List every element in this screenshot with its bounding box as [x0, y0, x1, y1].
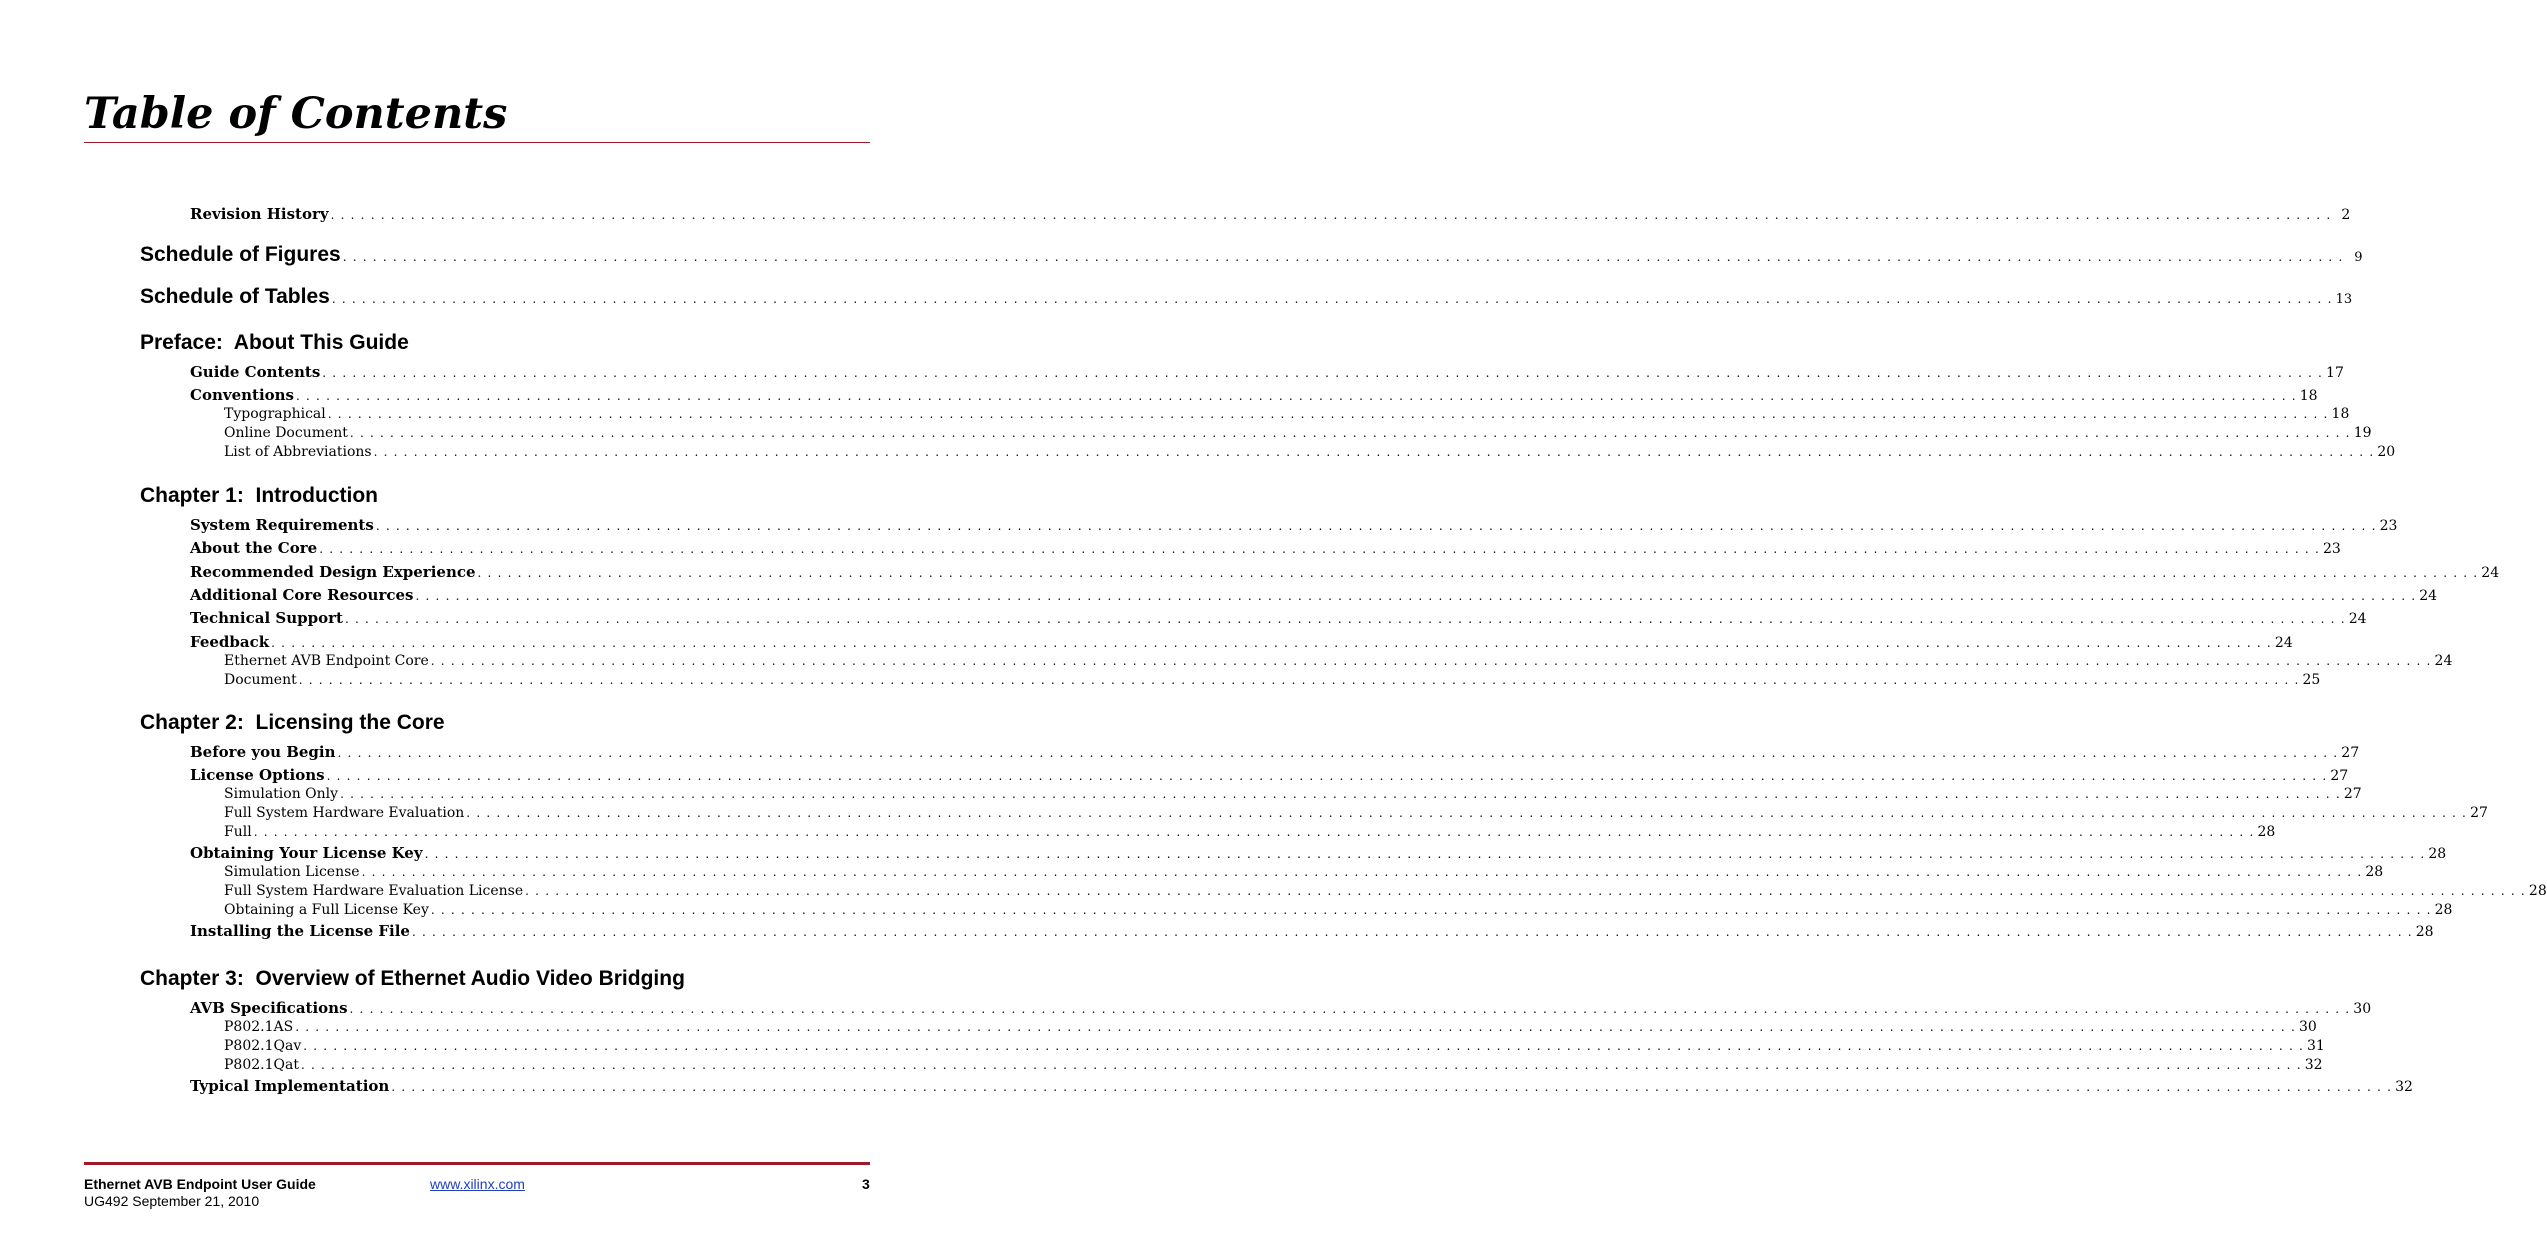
toc-leader-dots: . . . . . . . . . . . . . . . . . . . . . . . . . . . . . . . . . . . . . . . . . . . . . . . . . . . . . . . . . . . . . . . . . . . . . . . . . . . . . . . . . . . . . . . . . . . . . . . . . . . . . . . . . . . . . . . . . . . . . . . . . . . . . . . . . . . . . . . . . . . . . . . . . . . . . . . . . . . . . . . . . . . . . . . . . . . . . . . . . . . . . . . . . . . . . . . . . . . . . . . . [342, 250, 2344, 264]
toc-entry-page: 24 [2419, 587, 2438, 604]
toc-leader-dots: . . . . . . . . . . . . . . . . . . . . . . . . . . . . . . . . . . . . . . . . . . . . . . . . . . . . . . . . . . . . . . . . . . . . . . . . . . . . . . . . . . . . . . . . . . . . . . . . . . . . . . . . . . . . . . . . . . . . . . . . . . . . . . . . . . . . . . . . . . . . . . . . . . . . . . . . . . . . . . . . . . . . . . . . . . . . . . . . . . . . . . . . . . . . . . . . . . . . . . . . [344, 612, 2346, 627]
toc-leader-dots: . . . . . . . . . . . . . . . . . . . . . . . . . . . . . . . . . . . . . . . . . . . . . . . . . . . . . . . . . . . . . . . . . . . . . . . . . . . . . . . . . . . . . . . . . . . . . . . . . . . . . . . . . . . . . . . . . . . . . . . . . . . . . . . . . . . . . . . . . . . . . . . . . . . . . . . . . . . . . . . . . . . . . . . . . . . . . . . . . . . . . . . . . . . . . . . . . . . . . . . . [271, 635, 2272, 650]
toc-entry[interactable] [190, 516, 2398, 534]
toc-entry-label: System Requirements [190, 516, 374, 534]
footer-link-wrapper [430, 1176, 525, 1192]
toc-entry[interactable] [224, 1057, 2323, 1073]
toc-entry[interactable] [190, 609, 2367, 628]
toc-entry[interactable] [190, 386, 2318, 405]
toc-entry-label: Ethernet AVB Endpoint Core [224, 652, 429, 669]
title-rule [84, 142, 870, 143]
toc-entry-label: Document [224, 671, 297, 688]
toc-leader-dots: . . . . . . . . . . . . . . . . . . . . . . . . . . . . . . . . . . . . . . . . . . . . . . . . . . . . . . . . . . . . . . . . . . . . . . . . . . . . . . . . . . . . . . . . . . . . . . . . . . . . . . . . . . . . . . . . . . . . . . . . . . . . . . . . . . . . . . . . . . . . . . . . . . . . . . . . . . . . . . . . . . . . . . . . . . . . . . . . . . . . . . . . . . . . . . . . . . . . . . . . [253, 825, 2255, 840]
toc-entry[interactable] [190, 562, 2500, 581]
toc-leader-dots: . . . . . . . . . . . . . . . . . . . . . . . . . . . . . . . . . . . . . . . . . . . . . . . . . . . . . . . . . . . . . . . . . . . . . . . . . . . . . . . . . . . . . . . . . . . . . . . . . . . . . . . . . . . . . . . . . . . . . . . . . . . . . . . . . . . . . . . . . . . . . . . . . . . . . . . . . . . . . . . . . . . . . . . . . . . . . . . . . . . . . . . . . . . . . . . . . . . . . . . . [375, 519, 2377, 533]
toc-leader-dots: . . . . . . . . . . . . . . . . . . . . . . . . . . . . . . . . . . . . . . . . . . . . . . . . . . . . . . . . . . . . . . . . . . . . . . . . . . . . . . . . . . . . . . . . . . . . . . . . . . . . . . . . . . . . . . . . . . . . . . . . . . . . . . . . . . . . . . . . . . . . . . . . . . . . . . . . . . . . . . . . . . . . . . . . . . . . . . . . . . . . . . . . . . . . . . . . . . . . . . . . [424, 847, 2426, 862]
toc-entry-label: License Options [190, 766, 325, 785]
toc-entry-page: 27 [2341, 745, 2360, 761]
toc-entry-label: Full System Hardware Evaluation [224, 805, 465, 822]
toc-entry[interactable] [224, 883, 2547, 900]
toc-entry-page: 18 [2331, 406, 2350, 423]
toc-entry[interactable] [224, 1019, 2317, 1035]
toc-entry-page: 9 [2354, 250, 2363, 265]
toc-leader-dots: . . . . . . . . . . . . . . . . . . . . . . . . . . . . . . . . . . . . . . . . . . . . . . . . . . . . . . . . . . . . . . . . . . . . . . . . . . . . . . . . . . . . . . . . . . . . . . . . . . . . . . . . . . . . . . . . . . . . . . . . . . . . . . . . . . . . . . . . . . . . . . . . . . . . . . . . . . . . . . . . . . . . . . . . . . . . . . . . . . . . . . . . . . . . . . . . . . . . . . . . [411, 925, 2413, 940]
toc-entry[interactable] [190, 632, 2293, 651]
toc-leader-dots: . . . . . . . . . . . . . . . . . . . . . . . . . . . . . . . . . . . . . . . . . . . . . . . . . . . . . . . . . . . . . . . . . . . . . . . . . . . . . . . . . . . . . . . . . . . . . . . . . . . . . . . . . . . . . . . . . . . . . . . . . . . . . . . . . . . . . . . . . . . . . . . . . . . . . . . . . . . . . . . . . . . . . . . . . . . . . . . . . . . . . . . . . . . . . . . . . . . . . . . . [337, 746, 2339, 760]
toc-entry[interactable] [190, 363, 2344, 381]
toc-entry-page: 28 [2257, 824, 2276, 841]
toc-entry-page: 20 [2377, 444, 2396, 461]
toc-entry-label: Simulation License [224, 864, 360, 881]
toc-entry-page: 27 [2470, 805, 2488, 822]
toc-entry[interactable] [224, 1038, 2325, 1054]
toc-entry-page: 30 [2353, 1001, 2372, 1017]
toc-entry-label: Schedule of Tables [140, 285, 330, 308]
chapter-heading[interactable]: Chapter 1: Introduction [140, 484, 378, 507]
toc-leader-dots: . . . . . . . . . . . . . . . . . . . . . . . . . . . . . . . . . . . . . . . . . . . . . . . . . . . . . . . . . . . . . . . . . . . . . . . . . . . . . . . . . . . . . . . . . . . . . . . . . . . . . . . . . . . . . . . . . . . . . . . . . . . . . . . . . . . . . . . . . . . . . . . . . . . . . . . . . . . . . . . . . . . . . . . . . . . . . . . . . . . . . . . . . . . . . . . . . . . . . . . . [349, 1002, 2351, 1016]
toc-entry-label: Recommended Design Experience [190, 562, 476, 581]
toc-entry[interactable] [140, 243, 2363, 267]
toc-entry-page: 32 [2304, 1057, 2323, 1073]
toc-entry[interactable] [140, 285, 2353, 309]
toc-entry-label: Full [224, 824, 252, 841]
toc-entry[interactable] [190, 539, 2341, 558]
toc-entry-label: Feedback [190, 632, 270, 651]
toc-entry-page: 32 [2395, 1079, 2413, 1095]
toc-leader-dots: . . . . . . . . . . . . . . . . . . . . . . . . . . . . . . . . . . . . . . . . . . . . . . . . . . . . . . . . . . . . . . . . . . . . . . . . . . . . . . . . . . . . . . . . . . . . . . . . . . . . . . . . . . . . . . . . . . . . . . . . . . . . . . . . . . . . . . . . . . . . . . . . . . . . . . . . . . . . . . . . . . . . . . . . . . . . . . . . . . . . . . . . . . . . . . . . . . . . . . . . [295, 1020, 2296, 1034]
toc-entry-label: Technical Support [190, 609, 343, 628]
toc-entry-label: List of Abbreviations [224, 444, 372, 461]
toc-entry[interactable] [190, 205, 2351, 223]
toc-entry-label: Schedule of Figures [140, 243, 341, 266]
toc-entry[interactable] [224, 671, 2321, 688]
toc-entry-page: 31 [2307, 1038, 2325, 1054]
toc-entry-page: 28 [2434, 902, 2453, 919]
chapter-heading[interactable]: Preface: About This Guide [140, 331, 409, 354]
footer-doc-title: Ethernet AVB Endpoint User Guide [84, 1176, 316, 1192]
toc-entry[interactable] [224, 425, 2372, 442]
toc-entry-page: 23 [2322, 541, 2341, 558]
toc-entry-page: 25 [2302, 671, 2321, 688]
toc-leader-dots: . . . . . . . . . . . . . . . . . . . . . . . . . . . . . . . . . . . . . . . . . . . . . . . . . . . . . . . . . . . . . . . . . . . . . . . . . . . . . . . . . . . . . . . . . . . . . . . . . . . . . . . . . . . . . . . . . . . . . . . . . . . . . . . . . . . . . . . . . . . . . . . . . . . . . . . . . . . . . . . . . . . . . . . . . . . . . . . . . . . . . . . . . . . . . . . . . . . . . . . . [340, 787, 2341, 802]
toc-entry-page: 30 [2298, 1019, 2317, 1035]
toc-entry-page: 28 [2365, 864, 2384, 881]
toc-entry-label: AVB Specifications [190, 999, 348, 1017]
toc-entry-page: 24 [2274, 634, 2293, 651]
toc-leader-dots: . . . . . . . . . . . . . . . . . . . . . . . . . . . . . . . . . . . . . . . . . . . . . . . . . . . . . . . . . . . . . . . . . . . . . . . . . . . . . . . . . . . . . . . . . . . . . . . . . . . . . . . . . . . . . . . . . . . . . . . . . . . . . . . . . . . . . . . . . . . . . . . . . . . . . . . . . . . . . . . . . . . . . . . . . . . . . . . . . . . . . . . . . . . . . . . . . . . . . . . . [430, 653, 2432, 668]
toc-leader-dots: . . . . . . . . . . . . . . . . . . . . . . . . . . . . . . . . . . . . . . . . . . . . . . . . . . . . . . . . . . . . . . . . . . . . . . . . . . . . . . . . . . . . . . . . . . . . . . . . . . . . . . . . . . . . . . . . . . . . . . . . . . . . . . . . . . . . . . . . . . . . . . . . . . . . . . . . . . . . . . . . . . . . . . . . . . . . . . . . . . . . . . . . . . . . . . . . . . . . . . . . [319, 542, 2320, 557]
toc-entry-page: 28 [2528, 883, 2547, 900]
toc-entry-page: 24 [2348, 611, 2367, 628]
toc-entry[interactable] [190, 743, 2360, 761]
toc-entry-label: P802.1AS [224, 1019, 294, 1035]
toc-leader-dots: . . . . . . . . . . . . . . . . . . . . . . . . . . . . . . . . . . . . . . . . . . . . . . . . . . . . . . . . . . . . . . . . . . . . . . . . . . . . . . . . . . . . . . . . . . . . . . . . . . . . . . . . . . . . . . . . . . . . . . . . . . . . . . . . . . . . . . . . . . . . . . . . . . . . . . . . . . . . . . . . . . . . . . . . . . . . . . . . . . . . . . . . . . . . . . . . . . . . . . . . [477, 565, 2479, 580]
footer-rule [84, 1162, 870, 1165]
toc-leader-dots: . . . . . . . . . . . . . . . . . . . . . . . . . . . . . . . . . . . . . . . . . . . . . . . . . . . . . . . . . . . . . . . . . . . . . . . . . . . . . . . . . . . . . . . . . . . . . . . . . . . . . . . . . . . . . . . . . . . . . . . . . . . . . . . . . . . . . . . . . . . . . . . . . . . . . . . . . . . . . . . . . . . . . . . . . . . . . . . . . . . . . . . . . . . . . . . . . . . . . . . . [415, 588, 2417, 603]
toc-entry-label: Before you Begin [190, 743, 336, 761]
toc-entry-label: P802.1Qat [224, 1057, 299, 1073]
toc-entry-page: 24 [2434, 652, 2453, 669]
toc-leader-dots: . . . . . . . . . . . . . . . . . . . . . . . . . . . . . . . . . . . . . . . . . . . . . . . . . . . . . . . . . . . . . . . . . . . . . . . . . . . . . . . . . . . . . . . . . . . . . . . . . . . . . . . . . . . . . . . . . . . . . . . . . . . . . . . . . . . . . . . . . . . . . . . . . . . . . . . . . . . . . . . . . . . . . . . . . . . . . . . . . . . . . . . . . . . . . . . . . . . . . . . . [300, 1058, 2302, 1072]
toc-entry-label: Full System Hardware Evaluation License [224, 883, 524, 900]
toc-entry[interactable] [224, 824, 2276, 841]
page-title: Table of Contents [84, 89, 508, 139]
toc-entry-page: 24 [2481, 564, 2500, 581]
toc-entry-page: 17 [2326, 365, 2344, 381]
toc-entry-page: 23 [2379, 518, 2398, 534]
toc-entry-page: 19 [2353, 425, 2372, 442]
toc-entry-page: 27 [2330, 768, 2349, 785]
toc-entry-label: Revision History [190, 205, 329, 223]
toc-entry-label: Typographical [224, 406, 326, 423]
chapter-heading[interactable]: Chapter 2: Licensing the Core [140, 711, 445, 734]
toc-leader-dots: . . . . . . . . . . . . . . . . . . . . . . . . . . . . . . . . . . . . . . . . . . . . . . . . . . . . . . . . . . . . . . . . . . . . . . . . . . . . . . . . . . . . . . . . . . . . . . . . . . . . . . . . . . . . . . . . . . . . . . . . . . . . . . . . . . . . . . . . . . . . . . . . . . . . . . . . . . . . . . . . . . . . . . . . . . . . . . . . . . . . . . . . . . . . . . . . . . . . . . . . [326, 769, 2328, 784]
toc-entry-page: 2 [2341, 207, 2351, 223]
toc-entry-label: Installing the License File [190, 922, 410, 941]
toc-entry-page: 18 [2299, 388, 2318, 405]
toc-leader-dots: . . . . . . . . . . . . . . . . . . . . . . . . . . . . . . . . . . . . . . . . . . . . . . . . . . . . . . . . . . . . . . . . . . . . . . . . . . . . . . . . . . . . . . . . . . . . . . . . . . . . . . . . . . . . . . . . . . . . . . . . . . . . . . . . . . . . . . . . . . . . . . . . . . . . . . . . . . . . . . . . . . . . . . . . . . . . . . . . . . . . . . . . . . . . . . . . . . . . . . . . [322, 366, 2324, 380]
toc-leader-dots: . . . . . . . . . . . . . . . . . . . . . . . . . . . . . . . . . . . . . . . . . . . . . . . . . . . . . . . . . . . . . . . . . . . . . . . . . . . . . . . . . . . . . . . . . . . . . . . . . . . . . . . . . . . . . . . . . . . . . . . . . . . . . . . . . . . . . . . . . . . . . . . . . . . . . . . . . . . . . . . . . . . . . . . . . . . . . . . . . . . . . . . . . . . . . . . . . . . . . . . . [327, 407, 2329, 422]
footer-website-link[interactable]: www.xilinx.com [430, 1176, 525, 1192]
toc-leader-dots: . . . . . . . . . . . . . . . . . . . . . . . . . . . . . . . . . . . . . . . . . . . . . . . . . . . . . . . . . . . . . . . . . . . . . . . . . . . . . . . . . . . . . . . . . . . . . . . . . . . . . . . . . . . . . . . . . . . . . . . . . . . . . . . . . . . . . . . . . . . . . . . . . . . . . . . . . . . . . . . . . . . . . . . . . . . . . . . . . . . . . . . . . . . . . . . . . . . . . . . . [330, 208, 2332, 222]
toc-entry[interactable] [190, 922, 2434, 941]
toc-entry[interactable] [190, 585, 2438, 604]
toc-leader-dots: . . . . . . . . . . . . . . . . . . . . . . . . . . . . . . . . . . . . . . . . . . . . . . . . . . . . . . . . . . . . . . . . . . . . . . . . . . . . . . . . . . . . . . . . . . . . . . . . . . . . . . . . . . . . . . . . . . . . . . . . . . . . . . . . . . . . . . . . . . . . . . . . . . . . . . . . . . . . . . . . . . . . . . . . . . . . . . . . . . . . . . . . . . . . . . . . . . . . . . . . [303, 1039, 2304, 1053]
toc-leader-dots: . . . . . . . . . . . . . . . . . . . . . . . . . . . . . . . . . . . . . . . . . . . . . . . . . . . . . . . . . . . . . . . . . . . . . . . . . . . . . . . . . . . . . . . . . . . . . . . . . . . . . . . . . . . . . . . . . . . . . . . . . . . . . . . . . . . . . . . . . . . . . . . . . . . . . . . . . . . . . . . . . . . . . . . . . . . . . . . . . . . . . . . . . . . . . . . . . . . . . . . . [373, 445, 2375, 460]
toc-entry[interactable] [224, 444, 2396, 461]
toc-leader-dots: . . . . . . . . . . . . . . . . . . . . . . . . . . . . . . . . . . . . . . . . . . . . . . . . . . . . . . . . . . . . . . . . . . . . . . . . . . . . . . . . . . . . . . . . . . . . . . . . . . . . . . . . . . . . . . . . . . . . . . . . . . . . . . . . . . . . . . . . . . . . . . . . . . . . . . . . . . . . . . . . . . . . . . . . . . . . . . . . . . . . . . . . . . . . . . . . . . . . . . . . [296, 389, 2297, 404]
toc-entry-page: 28 [2415, 924, 2434, 941]
toc-entry-label: Typical Implementation [190, 1077, 390, 1095]
chapter-heading[interactable]: Chapter 3: Overview of Ethernet Audio Video Bridging [140, 967, 685, 990]
toc-entry[interactable] [190, 766, 2349, 785]
toc-entry[interactable] [224, 805, 2488, 822]
toc-entry[interactable] [224, 902, 2453, 919]
toc-entry-label: Simulation Only [224, 786, 339, 803]
toc-leader-dots: . . . . . . . . . . . . . . . . . . . . . . . . . . . . . . . . . . . . . . . . . . . . . . . . . . . . . . . . . . . . . . . . . . . . . . . . . . . . . . . . . . . . . . . . . . . . . . . . . . . . . . . . . . . . . . . . . . . . . . . . . . . . . . . . . . . . . . . . . . . . . . . . . . . . . . . . . . . . . . . . . . . . . . . . . . . . . . . . . . . . . . . . . . . . . . . . . . . . . . . . [391, 1080, 2393, 1094]
toc-leader-dots: . . . . . . . . . . . . . . . . . . . . . . . . . . . . . . . . . . . . . . . . . . . . . . . . . . . . . . . . . . . . . . . . . . . . . . . . . . . . . . . . . . . . . . . . . . . . . . . . . . . . . . . . . . . . . . . . . . . . . . . . . . . . . . . . . . . . . . . . . . . . . . . . . . . . . . . . . . . . . . . . . . . . . . . . . . . . . . . . . . . . . . . . . . . . . . . . . . . . . . . . [298, 672, 2300, 687]
toc-entry-label: Obtaining Your License Key [190, 844, 423, 863]
toc-entry[interactable] [224, 864, 2384, 881]
toc-leader-dots: . . . . . . . . . . . . . . . . . . . . . . . . . . . . . . . . . . . . . . . . . . . . . . . . . . . . . . . . . . . . . . . . . . . . . . . . . . . . . . . . . . . . . . . . . . . . . . . . . . . . . . . . . . . . . . . . . . . . . . . . . . . . . . . . . . . . . . . . . . . . . . . . . . . . . . . . . . . . . . . . . . . . . . . . . . . . . . . . . . . . . . . . . . . . . . . . . . . . . . . . [331, 292, 2333, 306]
footer-page-number: 3 [862, 1176, 870, 1192]
toc-leader-dots: . . . . . . . . . . . . . . . . . . . . . . . . . . . . . . . . . . . . . . . . . . . . . . . . . . . . . . . . . . . . . . . . . . . . . . . . . . . . . . . . . . . . . . . . . . . . . . . . . . . . . . . . . . . . . . . . . . . . . . . . . . . . . . . . . . . . . . . . . . . . . . . . . . . . . . . . . . . . . . . . . . . . . . . . . . . . . . . . . . . . . . . . . . . . . . . . . . . . . . . . [525, 884, 2526, 899]
toc-leader-dots: . . . . . . . . . . . . . . . . . . . . . . . . . . . . . . . . . . . . . . . . . . . . . . . . . . . . . . . . . . . . . . . . . . . . . . . . . . . . . . . . . . . . . . . . . . . . . . . . . . . . . . . . . . . . . . . . . . . . . . . . . . . . . . . . . . . . . . . . . . . . . . . . . . . . . . . . . . . . . . . . . . . . . . . . . . . . . . . . . . . . . . . . . . . . . . . . . . . . . . . . [349, 426, 2351, 441]
toc-entry-page: 27 [2343, 786, 2362, 803]
toc-entry[interactable] [224, 786, 2362, 803]
toc-entry-page: 28 [2428, 846, 2447, 863]
toc-leader-dots: . . . . . . . . . . . . . . . . . . . . . . . . . . . . . . . . . . . . . . . . . . . . . . . . . . . . . . . . . . . . . . . . . . . . . . . . . . . . . . . . . . . . . . . . . . . . . . . . . . . . . . . . . . . . . . . . . . . . . . . . . . . . . . . . . . . . . . . . . . . . . . . . . . . . . . . . . . . . . . . . . . . . . . . . . . . . . . . . . . . . . . . . . . . . . . . . . . . . . . . . [466, 806, 2468, 821]
toc-entry-label: Online Document [224, 425, 348, 442]
toc-entry[interactable] [190, 999, 2372, 1017]
toc-leader-dots: . . . . . . . . . . . . . . . . . . . . . . . . . . . . . . . . . . . . . . . . . . . . . . . . . . . . . . . . . . . . . . . . . . . . . . . . . . . . . . . . . . . . . . . . . . . . . . . . . . . . . . . . . . . . . . . . . . . . . . . . . . . . . . . . . . . . . . . . . . . . . . . . . . . . . . . . . . . . . . . . . . . . . . . . . . . . . . . . . . . . . . . . . . . . . . . . . . . . . . . . [361, 865, 2363, 880]
toc-entry-label: Guide Contents [190, 363, 321, 381]
toc-entry-label: Additional Core Resources [190, 585, 414, 604]
toc-entry-page: 13 [2335, 292, 2353, 307]
toc-entry[interactable] [224, 652, 2453, 669]
toc-entry[interactable] [190, 1077, 2413, 1095]
toc-entry-label: P802.1Qav [224, 1038, 302, 1054]
toc-entry[interactable] [224, 406, 2350, 423]
toc-entry-label: About the Core [190, 539, 318, 558]
footer-doc-id-date: UG492 September 21, 2010 [84, 1193, 260, 1209]
toc-leader-dots: . . . . . . . . . . . . . . . . . . . . . . . . . . . . . . . . . . . . . . . . . . . . . . . . . . . . . . . . . . . . . . . . . . . . . . . . . . . . . . . . . . . . . . . . . . . . . . . . . . . . . . . . . . . . . . . . . . . . . . . . . . . . . . . . . . . . . . . . . . . . . . . . . . . . . . . . . . . . . . . . . . . . . . . . . . . . . . . . . . . . . . . . . . . . . . . . . . . . . . . . [430, 903, 2432, 918]
toc-entry-label: Conventions [190, 386, 294, 405]
toc-entry[interactable] [190, 844, 2447, 863]
toc-entry-label: Obtaining a Full License Key [224, 902, 429, 919]
